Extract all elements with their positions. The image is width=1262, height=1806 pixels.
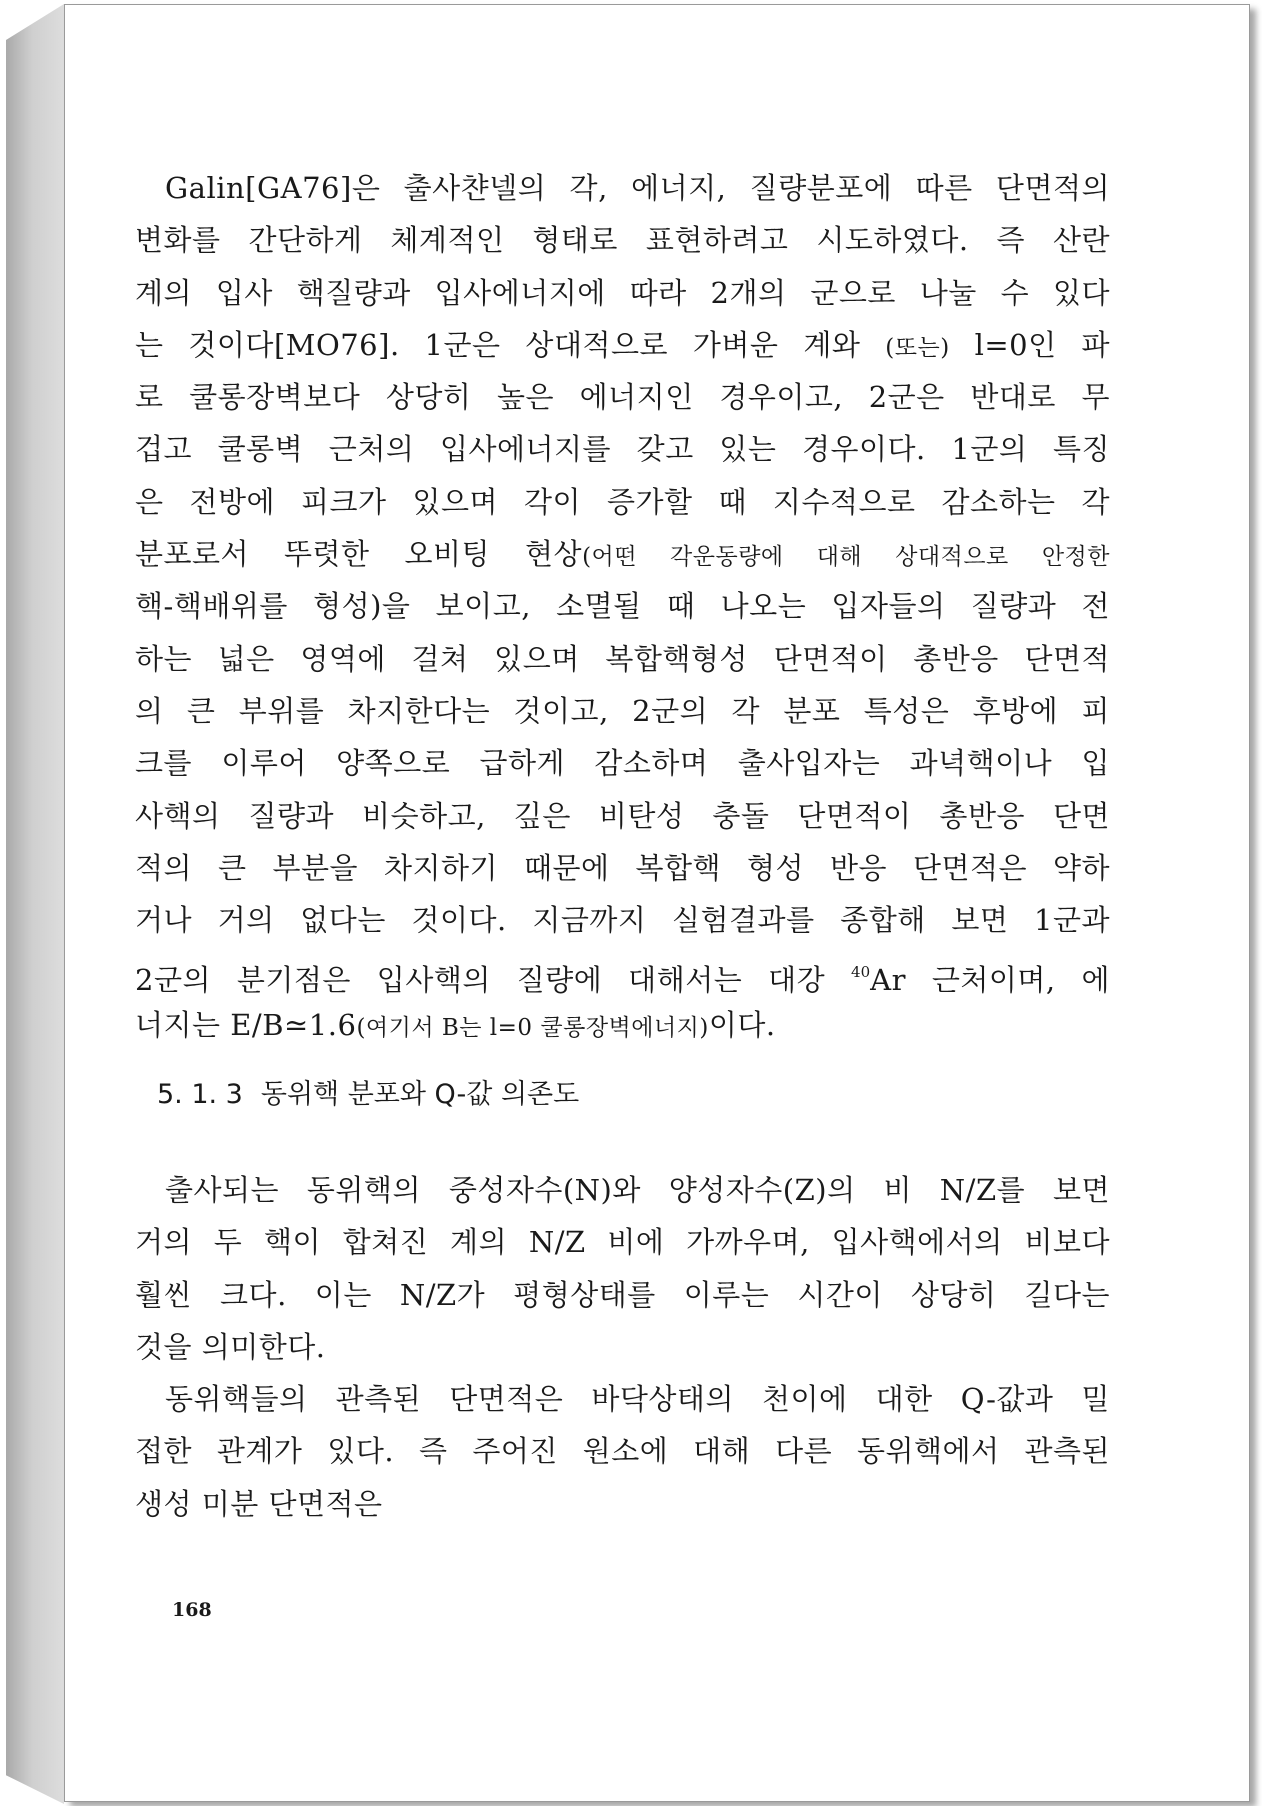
section-number: 5. 1. 3 [157, 1079, 243, 1110]
text-segment: 2군의 분기점은 입사핵의 질량에 대해서는 대강 [135, 963, 826, 998]
paragraph-1 [135, 162, 1110, 1051]
text-segment: l=0인 파 [974, 327, 1110, 362]
book-spine [6, 4, 64, 1804]
section-heading [157, 1072, 579, 1111]
text-line [135, 528, 1110, 580]
text-line [135, 999, 1110, 1051]
section-title: 동위핵 분포와 Q-값 의존도 [260, 1079, 580, 1110]
text-line: Galin[GA76]은 출사챤넬의 각, 에너지, 질량분포에 따른 단면적의 [165, 171, 1110, 205]
text-segment: 는 것이다[MO76]. 1군은 상대적으로 가벼운 계와 [135, 327, 861, 362]
text-line [135, 319, 1110, 371]
text-line: 계의 입사 핵질량과 입사에너지에 따라 2개의 군으로 나눌 수 있다 [135, 275, 1110, 310]
text-segment: (어떤 각운동량에 대해 상대적으로 안정한 [582, 544, 1110, 571]
text-line: 핵-핵배위를 형성)을 보이고, 소멸될 때 나오는 입자들의 질량과 전 [135, 589, 1110, 624]
text-line: 하는 넓은 영역에 걸쳐 있으며 복합핵형성 단면적이 총반응 단면적 [135, 641, 1110, 676]
text-line: 크를 이루어 양쪽으로 급하게 감소하며 출사입자는 과녁핵이나 입 [135, 746, 1110, 781]
text-line: 출사되는 동위핵의 중성자수(N)와 양성자수(Z)의 비 N/Z를 보면 [165, 1173, 1110, 1207]
mass-number-superscript: 40 [851, 963, 871, 982]
text-line [135, 946, 1110, 998]
text-line: 동위핵들의 관측된 단면적은 바닥상태의 천이에 대한 Q-값과 밀 [165, 1382, 1110, 1417]
text-line: 생성 미분 단면적은 [135, 1486, 383, 1521]
text-line: 거나 거의 없다는 것이다. 지금까지 실험결과를 종합해 보면 1군과 [135, 903, 1110, 938]
text-line: 의 큰 부위를 차지한다는 것이고, 2군의 각 분포 특성은 후방에 피 [135, 693, 1110, 728]
text-segment: (여기서 B는 l=0 쿨롱장벽에너지) [356, 1014, 709, 1041]
text-segment: 분포로서 뚜렷한 오비팅 현상 [135, 537, 583, 572]
text-line: 훨씬 크다. 이는 N/Z가 평형상태를 이루는 시간이 상당히 길다는 [135, 1277, 1110, 1312]
text-line: 겁고 쿨롱벽 근처의 입사에너지를 갖고 있는 경우이다. 1군의 특징 [135, 432, 1110, 467]
paragraph-2 [135, 1164, 1110, 1530]
text-line: 적의 큰 부분을 차지하기 때문에 복합핵 형성 반응 단면적은 약하 [135, 850, 1110, 885]
text-line: 로 쿨롱장벽보다 상당히 높은 에너지인 경우이고, 2군은 반대로 무 [135, 380, 1110, 415]
text-segment: Ar 근처이며, 에 [870, 963, 1110, 998]
text-segment: (또는) [885, 334, 950, 361]
text-line: 사핵의 질량과 비슷하고, 깊은 비탄성 충돌 단면적이 총반응 단면 [135, 798, 1110, 833]
page-number: 168 [172, 1599, 212, 1621]
text-line: 것을 의미한다. [135, 1329, 326, 1364]
text-segment: 이다. [708, 1007, 776, 1042]
text-line: 거의 두 핵이 합쳐진 계의 N/Z 비에 가까우며, 입사핵에서의 비보다 [135, 1225, 1110, 1260]
text-line: 접한 관계가 있다. 즉 주어진 원소에 대해 다른 동위핵에서 관측된 [135, 1434, 1110, 1469]
text-segment: 너지는 E/B≃1.6 [135, 1007, 357, 1042]
text-line: 변화를 간단하게 체계적인 형태로 표현하려고 시도하였다. 즉 산란 [135, 223, 1110, 258]
text-line: 은 전방에 피크가 있으며 각이 증가할 때 지수적으로 감소하는 각 [135, 484, 1110, 519]
text-segment [851, 963, 1110, 997]
